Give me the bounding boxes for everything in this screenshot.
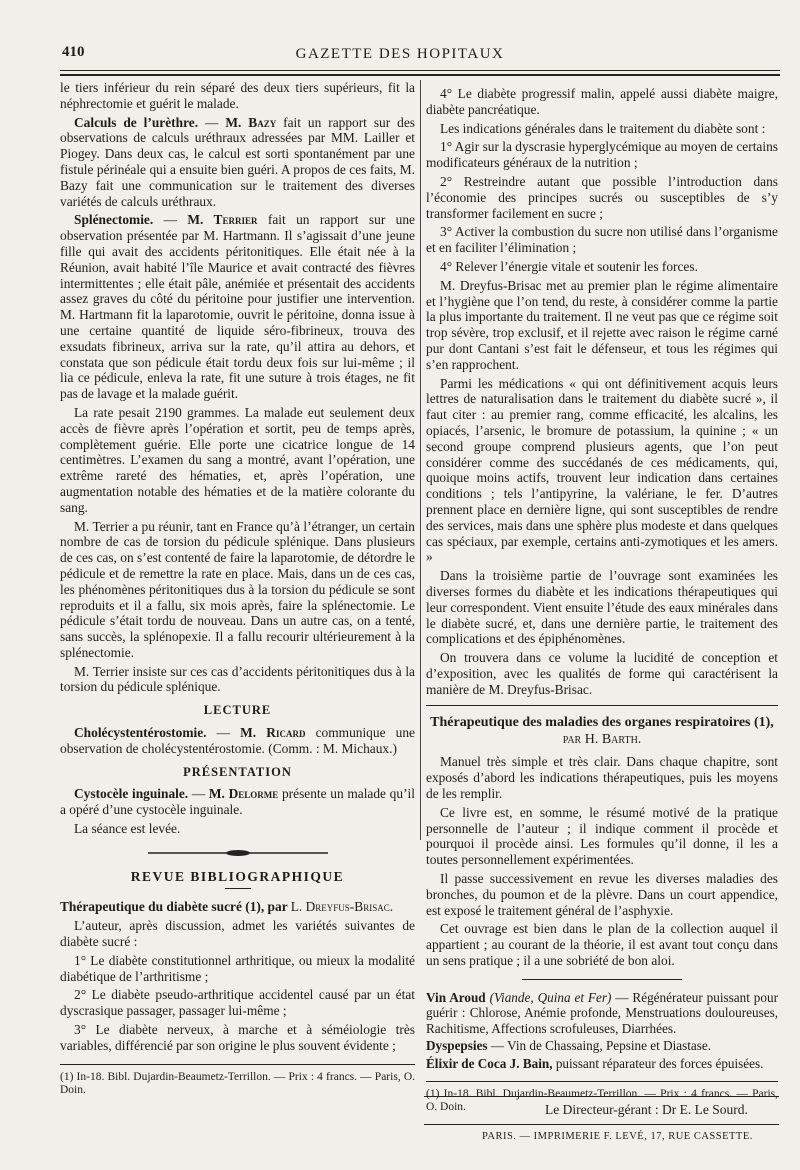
author-name: M. Terrier bbox=[187, 212, 258, 228]
paragraph: M. Terrier a pu réunir, tant en France qu’à l’étranger, un certain nombre de cas de torsion du pédicule splénique. Dans plusieurs de ces cas, on s’est contenté de faire la laparotomie, de détordre le pédicule et de remettre la rate en place. Mais, dans un de ces cas, les phénomènes péritonitiques dus à la torsion du pédicule se sont reproduits et il a fallu, six mois après, faire la splénectomie. Le pédicule s’était tordu de nouveau. Dans un autre cas, on a tenté, sans succès, la splénopexie. Il a fallu recourir ultérieurement à la splénectomie. bbox=[60, 518, 415, 660]
editor-signature: Le Directeur-gérant : Dr E. Le Sourd. bbox=[545, 1102, 748, 1117]
subsection-heading-lecture: LECTURE bbox=[203, 703, 272, 718]
ornament-divider bbox=[60, 845, 415, 861]
author-name: M. Bazy bbox=[225, 114, 277, 130]
column-separator bbox=[420, 80, 421, 840]
section-title-revue: REVUE BIBLIOGRAPHIQUE bbox=[130, 868, 345, 884]
header-rule-2 bbox=[60, 74, 780, 76]
paragraph: L’auteur, après discussion, admet les variétés suivantes de diabète sucré : bbox=[60, 918, 415, 950]
left-column bbox=[60, 80, 415, 1100]
book-title-text: Thérapeutique du diabète sucré (1), par bbox=[60, 899, 291, 915]
dash: — bbox=[206, 725, 241, 741]
paragraph-text: fait un rapport sur une observation présentée par M. Hartmann. Il s’agissait d’une jeune fille qui avait des accidents péritonitiques. Elle était née à la Réunion, avait habité l’île Maurice et avait contracté des fièvres intermittentes ; elle était pâle, anémiée et présentait des accidents assez graves du côté du péritoine pour justifier une intervention. M. Hartmann fit la laparotomie, ouvrit le péritoine, donna issue à une certaine quantité de liquide séro-fibrineux, trouva des exsudats fibrineux, arriva sur la rate, qu’il attira au dehors, et constata que son pédicule était tordu deux fois sur lui-même ; il lia ce pédicule, enleva la rate, fit une suture à trois étages, ne fit pas de lavage et la malade guérit. bbox=[60, 212, 416, 402]
paragraph: Ce livre est, en somme, le résumé motivé de la pratique personnelle de l’auteur ; il indique comment il procède et pourquoi il procède ainsi. Les formules qu’il donne, il les a toutes personnellement expérimentées. bbox=[426, 804, 778, 868]
ad-text: puissant réparateur des forces épuisées. bbox=[552, 1055, 764, 1071]
ad-vin-aroud bbox=[426, 990, 778, 1037]
book-title: Thérapeutique des maladies des organes respiratoires (1), bbox=[430, 715, 774, 731]
paragraph: Dans la troisième partie de l’ouvrage sont examinées les diverses formes du diabète et les indications thérapeutiques qui leur correspondent. Vient ensuite l’étude des eaux minérales dans le diabète sucré, et, dans une dernière partie, le traitement des complications et des épiphénomènes. bbox=[426, 568, 778, 647]
list-item: 2° Le diabète pseudo-arthritique accidentel causé par un état dyscrasique passager, passager lui-même ; bbox=[60, 987, 415, 1019]
advertisements bbox=[426, 990, 778, 1072]
list-item: 1° Agir sur la dyscrasie hyperglycémique au moyen de certains modificateurs généraux de la nutrition ; bbox=[426, 139, 778, 171]
header-rule-1 bbox=[60, 70, 780, 71]
list-item: 3° Activer la combustion du sucre non utilisé dans l’organisme et en faciliter l’élimination ; bbox=[426, 224, 778, 256]
section-rule bbox=[426, 705, 778, 706]
page-number: 410 bbox=[62, 44, 85, 60]
paragraph: le tiers inférieur du rein séparé des deux tiers supérieurs, fit la néphrectomie et guérit le malade. bbox=[60, 80, 415, 111]
book-heading bbox=[426, 714, 778, 748]
list-item: 4° Le diabète progressif malin, appelé aussi diabète maigre, diabète pancréatique. bbox=[426, 86, 778, 117]
dash: — bbox=[188, 786, 209, 802]
paragraph: Parmi les médications « qui ont définitivement acquis leurs lettres de naturalisation dans le traitement du diabète sucré », il faut citer : au premier rang, comme efficacité, les alcalins, les opiacés, l’arsenic, le bromure de potassium, la quinine ; « un second groupe comprend plusieurs agents, que l’on peut considérer comme des succédanés de ces médicaments, qui, quoique moins actifs, trouvent leur indication dans certaines conditions ; tels l’antipyrine, la valériane, le fer. D’autres prennent place en dernière ligne, qui sont susceptibles de rendre des services, mais dans une sphère plus modeste et dans quelques cas spéciaux, par exemple, certains anti-zymotiques et les amers. » bbox=[426, 375, 778, 565]
paragraph-text: fait un rapport sur des observations de calculs uréthraux adressées par MM. Lailler et Piogey. Dans deux cas, le calcul est sorti spontanément par une fistule périnéale qui a ensuite bien guéri. A propos de ces faits, M. Bazy fait une communication sur le traitement des diverses variétés de calculs uréthraux. bbox=[60, 114, 415, 209]
paragraph: On trouvera dans ce volume la lucidité de conception et d’exposition, avec les qualités de forme qui caractérisent la manière de M. Dreyfus-Brisac. bbox=[426, 650, 778, 697]
dash: — bbox=[198, 114, 226, 130]
dash: — bbox=[153, 212, 188, 228]
list-item: 1° Le diabète constitutionnel arthritique, ou mieux la modalité diabétique de l’arthritisme ; bbox=[60, 952, 415, 984]
running-title: GAZETTE DES HOPITAUX bbox=[295, 46, 505, 62]
ad-dyspepsies bbox=[426, 1038, 778, 1054]
ad-subtitle: (Viande, Quina et Fer) bbox=[485, 989, 612, 1005]
book-title bbox=[60, 899, 415, 915]
short-rule bbox=[225, 888, 251, 889]
footnote-rule bbox=[60, 1064, 415, 1065]
printer-imprint: PARIS. — IMPRIMERIE F. LEVÉ, 17, RUE CASSETTE. bbox=[482, 1131, 753, 1142]
author-name: M. Delorme bbox=[208, 786, 279, 802]
paragraph-calculs bbox=[60, 115, 415, 210]
subsection-heading-presentation: PRÉSENTATION bbox=[183, 764, 292, 779]
paragraph: Il passe successivement en revue les diverses maladies des bronches, du poumon et de la plèvre. Dans un court appendice, est exposé le traitement général de l’asphyxie. bbox=[426, 871, 778, 918]
footnote: (1) In-18. Bibl. Dujardin-Beaumetz-Terrillon. — Prix : 4 francs. — Paris, O. Doin. bbox=[60, 1070, 415, 1096]
paragraph-text: communique une observation de cholécystentérostomie. (Comm. : M. Michaux.) bbox=[60, 725, 415, 756]
ornament-rule-icon bbox=[148, 849, 328, 857]
paragraph-cystocele bbox=[60, 786, 415, 818]
book-author: L. Dreyfus-Brisac. bbox=[290, 899, 394, 915]
ad-text: — Régénérateur puissant pour guérir : Chlorose, Anémie profonde, Menstruations douloureuses, Rachitisme, Affections scrofuleuses, Diarrhées. bbox=[426, 989, 778, 1036]
footnote-rule bbox=[426, 1081, 778, 1082]
ad-text: — Vin de Chassaing, Pepsine et Diastase. bbox=[487, 1038, 712, 1054]
paragraph: Cet ouvrage est bien dans le plan de la collection auquel il appartient ; au courant de la théorie, il est avant tout conçu dans un sens pratique ; il a une sobriété de bon aloi. bbox=[426, 921, 778, 969]
short-rule bbox=[522, 979, 682, 980]
ad-brand: Élixir de Coca J. Bain, bbox=[426, 1055, 553, 1071]
ad-elixir bbox=[426, 1056, 778, 1072]
ad-brand: Dyspepsies bbox=[426, 1038, 488, 1054]
ad-brand: Vin Aroud bbox=[426, 989, 486, 1005]
section-heading: Cystocèle inguinale. bbox=[74, 786, 189, 802]
author-name: M. Ricard bbox=[240, 725, 306, 741]
section-heading: Splénectomie. bbox=[74, 212, 154, 228]
footnote: (1) In-18. Bibl. Dujardin-Beaumetz-Terrillon. — Prix : 4 francs. — Paris, O. Doin. bbox=[426, 1088, 778, 1114]
paragraph-cholecystenterostomie bbox=[60, 725, 415, 757]
paragraph-splenectomie bbox=[60, 212, 415, 402]
list-item: 4° Relever l’énergie vitale et soutenir les forces. bbox=[440, 258, 698, 274]
paragraph: M. Dreyfus-Brisac met au premier plan le régime alimentaire et l’hygiène que l’on tend, du reste, à considérer comme la partie la plus importante du traitement. Il ne veut pas que ce régime soit trop sévère, trop exclusif, et il rejette avec raison le régime carné pur dont Cantani s’est fait le défenseur, et tous les régimes qui s’en rapprochent. bbox=[426, 277, 778, 372]
paragraph: Les indications générales dans le traitement du diabète sont : bbox=[440, 120, 766, 136]
paragraph: La rate pesait 2190 grammes. La malade eut seulement deux accès de fièvre après l’opération et sortit, peu de temps après, complètement guérie. Elle porte une cicatrice longue de 14 centimètres. L’examen du sang a montré, avant l’opération, une extrême rareté des hématies, et, après l’opération, une augmentation notable des hématies et de la matière colorante du sang. bbox=[60, 404, 415, 515]
section-heading: Cholécystentérostomie. bbox=[74, 725, 207, 741]
paragraph: La séance est levée. bbox=[74, 821, 181, 837]
paragraph-text: présente un malade qu’il a opéré d’une cystocèle inguinale. bbox=[60, 786, 415, 818]
signature-rule-top bbox=[424, 1096, 779, 1097]
paragraph: M. Terrier insiste sur ces cas d’accidents péritonitiques dus à la torsion du pédicule splénique. bbox=[60, 663, 415, 695]
signature-rule-bottom bbox=[424, 1124, 779, 1125]
list-item: 2° Restreindre autant que possible l’introduction dans l’économie des principes sucrés ou susceptibles de s’y transformer facilement en sucre ; bbox=[426, 173, 778, 221]
list-item: 3° Le diabète nerveux, à marche et à séméiologie très variables, différencié par son origine le plus souvent évidente ; bbox=[60, 1022, 415, 1053]
section-heading: Calculs de l’urèthre. bbox=[74, 114, 199, 130]
right-column bbox=[426, 86, 778, 1117]
paragraph: Manuel très simple et très clair. Dans chaque chapitre, sont exposés d’abord les indications thérapeutiques, puis les moyens de les remplir. bbox=[426, 754, 778, 802]
book-author: par H. Barth. bbox=[562, 732, 642, 748]
